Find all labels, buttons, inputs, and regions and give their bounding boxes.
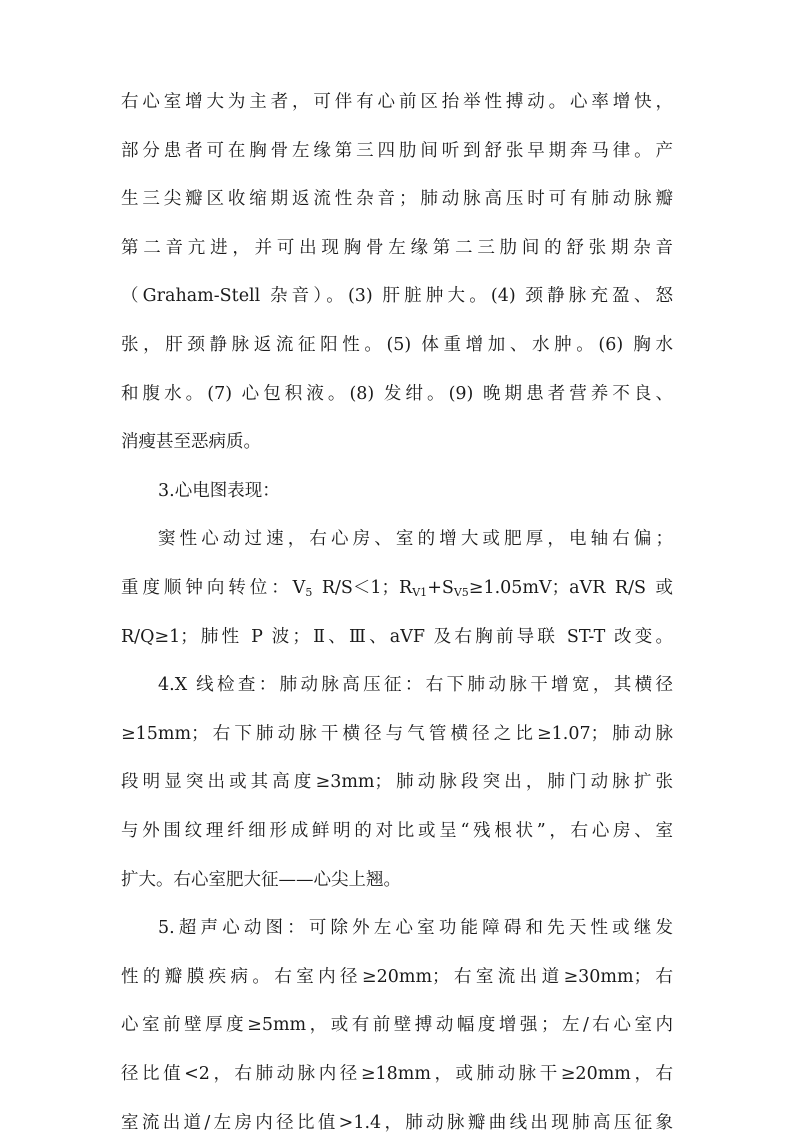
text-line: R/Q≥1；肺性 P 波；Ⅱ、Ⅲ、aVF 及右胸前导联 ST-T 改变。 [121, 627, 673, 647]
line-segment: 重度顺钟向转位：V [121, 578, 306, 598]
text-line: 第二音亢进，并可出现胸骨左缘第二三肋间的舒张期杂音 [121, 238, 673, 258]
text-line: 径比值<2，右肺动脉内径≥18mm，或肺动脉干≥20mm，右 [121, 1064, 673, 1084]
subscript: V5 [453, 586, 469, 599]
line-segment: +S [427, 578, 454, 598]
text-line: 性的瓣膜疾病。右室内径≥20mm；右室流出道≥30mm；右 [121, 967, 673, 987]
subscript: V1 [412, 586, 428, 599]
text-line: 扩大。右心室肥大征——心尖上翘。 [121, 870, 401, 890]
line-segment: ≥1.05mV；aVR R/S 或 [468, 578, 674, 598]
section-heading-xray: 4.X 线检查：肺动脉高压征：右下肺动脉干增宽，其横径 [158, 675, 673, 695]
text-line: ≥15mm；右下肺动脉干横径与气管横径之比≥1.07；肺动脉 [121, 724, 673, 744]
text-line: 张，肝颈静脉返流征阳性。(5) 体重增加、水肿。(6) 胸水 [121, 335, 673, 355]
text-line: 右心室增大为主者，可伴有心前区抬举性搏动。心率增快， [121, 92, 673, 112]
section-heading-ecg: 3.心电图表现： [158, 481, 280, 501]
text-line: 段明显突出或其高度≥3mm；肺动脉段突出，肺门动脉扩张 [121, 772, 673, 792]
text-line: 部分患者可在胸骨左缘第三四肋间听到舒张早期奔马律。产 [121, 141, 673, 161]
text-line: 生三尖瓣区收缩期返流性杂音；肺动脉高压时可有肺动脉瓣 [121, 189, 673, 209]
text-line: 窦性心动过速，右心房、室的增大或肥厚，电轴右偏； [158, 529, 673, 549]
text-line: 室流出道/左房内径比值>1.4，肺动脉瓣曲线出现肺高压征象 [121, 1113, 673, 1133]
text-line: 与外围纹理纤细形成鲜明的对比或呈“残根状”，右心房、室 [121, 821, 673, 841]
text-line: 消瘦甚至恶病质。 [121, 432, 261, 452]
text-line: 心室前壁厚度≥5mm，或有前壁搏动幅度增强；左/右心室内 [121, 1015, 673, 1035]
section-heading-echo: 5.超声心动图：可除外左心室功能障碍和先天性或继发 [158, 918, 673, 938]
text-line-with-subscripts [121, 573, 673, 603]
subscript: 5 [305, 586, 313, 599]
line-segment: R/S＜1；R [312, 578, 413, 598]
text-line: （Graham-Stell 杂音）。(3) 肝脏肿大。(4) 颈静脉充盈、怒 [121, 286, 673, 306]
text-line: 和腹水。(7) 心包积液。(8) 发绀。(9) 晚期患者营养不良、 [121, 384, 673, 404]
